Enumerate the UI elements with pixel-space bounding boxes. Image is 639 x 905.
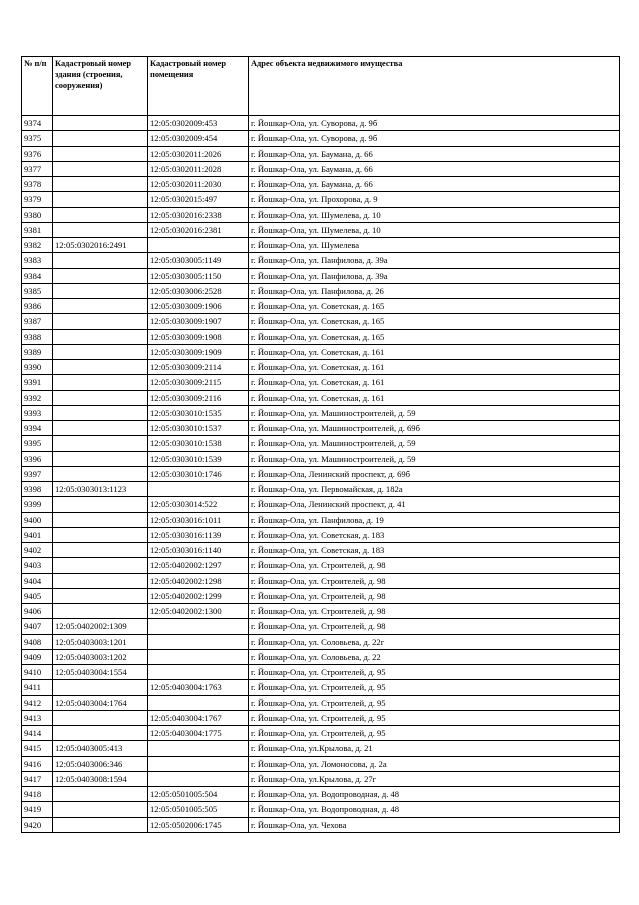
address-cell: г. Йошкар-Ола, ул. Чехова bbox=[249, 817, 620, 832]
table-row bbox=[22, 573, 620, 588]
table-row bbox=[22, 543, 620, 558]
building-cadastral-number-cell bbox=[53, 177, 148, 192]
premises-cadastral-number-cell bbox=[148, 634, 249, 649]
table-row bbox=[22, 558, 620, 573]
address-cell: г. Йошкар-Ола, ул. Строителей, д. 95 bbox=[249, 680, 620, 695]
building-cadastral-number-cell bbox=[53, 146, 148, 161]
building-cadastral-number-cell bbox=[53, 558, 148, 573]
table-row bbox=[22, 161, 620, 176]
row-number-cell: 9376 bbox=[22, 146, 53, 161]
table-row bbox=[22, 405, 620, 420]
building-cadastral-number-cell bbox=[53, 802, 148, 817]
address-cell: г. Йошкар-Ола, ул.Крылова, д. 21 bbox=[249, 741, 620, 756]
premises-cadastral-number-cell: 12:05:0303005:1149 bbox=[148, 253, 249, 268]
building-cadastral-number-cell: 12:05:0402002:1309 bbox=[53, 619, 148, 634]
address-cell: г. Йошкар-Ола, ул. Машиностроителей, д. 59 bbox=[249, 451, 620, 466]
premises-cadastral-number-cell bbox=[148, 695, 249, 710]
premises-cadastral-number-cell: 12:05:0402002:1297 bbox=[148, 558, 249, 573]
table-row bbox=[22, 756, 620, 771]
row-number-cell: 9418 bbox=[22, 787, 53, 802]
premises-cadastral-number-cell: 12:05:0303009:1909 bbox=[148, 344, 249, 359]
premises-cadastral-number-cell: 12:05:0403004:1763 bbox=[148, 680, 249, 695]
row-number-cell: 9409 bbox=[22, 649, 53, 664]
address-cell: г. Йошкар-Ола, ул. Строителей, д. 98 bbox=[249, 588, 620, 603]
address-cell: г. Йошкар-Ола, ул. Строителей, д. 98 bbox=[249, 604, 620, 619]
row-number-cell: 9386 bbox=[22, 299, 53, 314]
premises-cadastral-number-cell: 12:05:0403004:1767 bbox=[148, 710, 249, 725]
premises-cadastral-number-cell: 12:05:0303010:1535 bbox=[148, 405, 249, 420]
header-premises-cadastral-number: Кадастровый номер помещения bbox=[148, 57, 249, 116]
header-row-number: № п/п bbox=[22, 57, 53, 116]
building-cadastral-number-cell: 12:05:0302016:2491 bbox=[53, 238, 148, 253]
building-cadastral-number-cell bbox=[53, 299, 148, 314]
row-number-cell: 9401 bbox=[22, 527, 53, 542]
row-number-cell: 9419 bbox=[22, 802, 53, 817]
row-number-cell: 9374 bbox=[22, 116, 53, 131]
row-number-cell: 9404 bbox=[22, 573, 53, 588]
table-row bbox=[22, 634, 620, 649]
table-row bbox=[22, 527, 620, 542]
row-number-cell: 9382 bbox=[22, 238, 53, 253]
address-cell: г. Йошкар-Ола, ул. Соловьева, д. 22 bbox=[249, 649, 620, 664]
table-row bbox=[22, 314, 620, 329]
real-estate-registry-table bbox=[21, 56, 620, 833]
row-number-cell: 9400 bbox=[22, 512, 53, 527]
table-row bbox=[22, 482, 620, 497]
table-row bbox=[22, 695, 620, 710]
address-cell: г. Йошкар-Ола, ул. Шумелева, д. 10 bbox=[249, 222, 620, 237]
premises-cadastral-number-cell: 12:05:0302009:454 bbox=[148, 131, 249, 146]
table-row bbox=[22, 771, 620, 786]
building-cadastral-number-cell: 12:05:0403004:1554 bbox=[53, 665, 148, 680]
building-cadastral-number-cell bbox=[53, 161, 148, 176]
premises-cadastral-number-cell: 12:05:0303006:2528 bbox=[148, 283, 249, 298]
table-row bbox=[22, 253, 620, 268]
premises-cadastral-number-cell: 12:05:0303016:1011 bbox=[148, 512, 249, 527]
address-cell: г. Йошкар-Ола, ул. Панфилова, д. 39а bbox=[249, 253, 620, 268]
row-number-cell: 9380 bbox=[22, 207, 53, 222]
table-row bbox=[22, 817, 620, 832]
table-row bbox=[22, 375, 620, 390]
table-row bbox=[22, 360, 620, 375]
row-number-cell: 9396 bbox=[22, 451, 53, 466]
building-cadastral-number-cell bbox=[53, 680, 148, 695]
premises-cadastral-number-cell: 12:05:0302011:2026 bbox=[148, 146, 249, 161]
address-cell: г. Йошкар-Ола, ул. Панфилова, д. 26 bbox=[249, 283, 620, 298]
premises-cadastral-number-cell: 12:05:0303010:1539 bbox=[148, 451, 249, 466]
building-cadastral-number-cell bbox=[53, 787, 148, 802]
table-row bbox=[22, 497, 620, 512]
row-number-cell: 9378 bbox=[22, 177, 53, 192]
address-cell: г. Йошкар-Ола, ул. Советская, д. 183 bbox=[249, 543, 620, 558]
premises-cadastral-number-cell bbox=[148, 649, 249, 664]
building-cadastral-number-cell bbox=[53, 116, 148, 131]
address-cell: г. Йошкар-Ола, ул. Шумелева, д. 10 bbox=[249, 207, 620, 222]
address-cell: г. Йошкар-Ола, Ленинский проспект, д. 69б bbox=[249, 466, 620, 481]
premises-cadastral-number-cell bbox=[148, 238, 249, 253]
address-cell: г. Йошкар-Ола, ул. Строителей, д. 95 bbox=[249, 665, 620, 680]
document-page bbox=[21, 56, 619, 833]
premises-cadastral-number-cell: 12:05:0502006:1745 bbox=[148, 817, 249, 832]
building-cadastral-number-cell bbox=[53, 451, 148, 466]
premises-cadastral-number-cell bbox=[148, 771, 249, 786]
building-cadastral-number-cell bbox=[53, 131, 148, 146]
premises-cadastral-number-cell: 12:05:0303009:1907 bbox=[148, 314, 249, 329]
table-row bbox=[22, 604, 620, 619]
address-cell: г. Йошкар-Ола, ул. Советская, д. 165 bbox=[249, 329, 620, 344]
row-number-cell: 9407 bbox=[22, 619, 53, 634]
row-number-cell: 9381 bbox=[22, 222, 53, 237]
building-cadastral-number-cell bbox=[53, 314, 148, 329]
premises-cadastral-number-cell: 12:05:0402002:1300 bbox=[148, 604, 249, 619]
table-row bbox=[22, 787, 620, 802]
table-row bbox=[22, 802, 620, 817]
building-cadastral-number-cell bbox=[53, 573, 148, 588]
row-number-cell: 9383 bbox=[22, 253, 53, 268]
table-row bbox=[22, 131, 620, 146]
premises-cadastral-number-cell: 12:05:0302011:2030 bbox=[148, 177, 249, 192]
premises-cadastral-number-cell: 12:05:0403004:1775 bbox=[148, 726, 249, 741]
building-cadastral-number-cell bbox=[53, 588, 148, 603]
row-number-cell: 9392 bbox=[22, 390, 53, 405]
building-cadastral-number-cell bbox=[53, 421, 148, 436]
table-row bbox=[22, 268, 620, 283]
row-number-cell: 9394 bbox=[22, 421, 53, 436]
building-cadastral-number-cell: 12:05:0403004:1764 bbox=[53, 695, 148, 710]
premises-cadastral-number-cell: 12:05:0303014:522 bbox=[148, 497, 249, 512]
premises-cadastral-number-cell: 12:05:0303009:1908 bbox=[148, 329, 249, 344]
address-cell: г. Йошкар-Ола, ул. Строителей, д. 95 bbox=[249, 695, 620, 710]
table-row bbox=[22, 451, 620, 466]
premises-cadastral-number-cell: 12:05:0303009:2116 bbox=[148, 390, 249, 405]
building-cadastral-number-cell bbox=[53, 192, 148, 207]
row-number-cell: 9388 bbox=[22, 329, 53, 344]
building-cadastral-number-cell bbox=[53, 512, 148, 527]
address-cell: г. Йошкар-Ола, ул. Шумелева bbox=[249, 238, 620, 253]
table-row bbox=[22, 665, 620, 680]
premises-cadastral-number-cell: 12:05:0501005:504 bbox=[148, 787, 249, 802]
address-cell: г. Йошкар-Ола, ул. Водопроводная, д. 48 bbox=[249, 787, 620, 802]
address-cell: г. Йошкар-Ола, ул. Панфилова, д. 39а bbox=[249, 268, 620, 283]
row-number-cell: 9377 bbox=[22, 161, 53, 176]
building-cadastral-number-cell bbox=[53, 436, 148, 451]
row-number-cell: 9375 bbox=[22, 131, 53, 146]
building-cadastral-number-cell bbox=[53, 390, 148, 405]
address-cell: г. Йошкар-Ола, ул. Строителей, д. 98 bbox=[249, 619, 620, 634]
row-number-cell: 9389 bbox=[22, 344, 53, 359]
address-cell: г. Йошкар-Ола, ул. Первомайская, д. 182а bbox=[249, 482, 620, 497]
building-cadastral-number-cell bbox=[53, 466, 148, 481]
address-cell: г. Йошкар-Ола, ул. Строителей, д. 98 bbox=[249, 573, 620, 588]
header-address: Адрес объекта недвижимого имущества bbox=[249, 57, 620, 116]
building-cadastral-number-cell bbox=[53, 726, 148, 741]
table-row bbox=[22, 344, 620, 359]
address-cell: г. Йошкар-Ола, ул. Советская, д. 183 bbox=[249, 527, 620, 542]
row-number-cell: 9405 bbox=[22, 588, 53, 603]
premises-cadastral-number-cell: 12:05:0302009:453 bbox=[148, 116, 249, 131]
building-cadastral-number-cell bbox=[53, 329, 148, 344]
row-number-cell: 9414 bbox=[22, 726, 53, 741]
building-cadastral-number-cell: 12:05:0403003:1201 bbox=[53, 634, 148, 649]
premises-cadastral-number-cell: 12:05:0303005:1150 bbox=[148, 268, 249, 283]
row-number-cell: 9412 bbox=[22, 695, 53, 710]
address-cell: г. Йошкар-Ола, ул. Советская, д. 165 bbox=[249, 314, 620, 329]
address-cell: г. Йошкар-Ола, ул.Крылова, д. 27г bbox=[249, 771, 620, 786]
address-cell: г. Йошкар-Ола, ул. Советская, д. 161 bbox=[249, 360, 620, 375]
address-cell: г. Йошкар-Ола, ул. Баумана, д. 66 bbox=[249, 146, 620, 161]
table-row bbox=[22, 299, 620, 314]
premises-cadastral-number-cell: 12:05:0303009:1906 bbox=[148, 299, 249, 314]
table-row bbox=[22, 222, 620, 237]
row-number-cell: 9411 bbox=[22, 680, 53, 695]
building-cadastral-number-cell bbox=[53, 253, 148, 268]
row-number-cell: 9399 bbox=[22, 497, 53, 512]
row-number-cell: 9397 bbox=[22, 466, 53, 481]
table-row bbox=[22, 390, 620, 405]
premises-cadastral-number-cell bbox=[148, 756, 249, 771]
address-cell: г. Йошкар-Ола, ул. Машиностроителей, д. 69б bbox=[249, 421, 620, 436]
row-number-cell: 9393 bbox=[22, 405, 53, 420]
address-cell: г. Йошкар-Ола, ул. Соловьева, д. 22г bbox=[249, 634, 620, 649]
address-cell: г. Йошкар-Ола, ул. Советская, д. 161 bbox=[249, 390, 620, 405]
address-cell: г. Йошкар-Ола, ул. Панфилова, д. 19 bbox=[249, 512, 620, 527]
row-number-cell: 9384 bbox=[22, 268, 53, 283]
building-cadastral-number-cell bbox=[53, 268, 148, 283]
premises-cadastral-number-cell bbox=[148, 482, 249, 497]
row-number-cell: 9385 bbox=[22, 283, 53, 298]
address-cell: г. Йошкар-Ола, ул. Суворова, д. 9б bbox=[249, 131, 620, 146]
premises-cadastral-number-cell bbox=[148, 619, 249, 634]
row-number-cell: 9391 bbox=[22, 375, 53, 390]
table-row bbox=[22, 726, 620, 741]
table-body bbox=[22, 116, 620, 833]
premises-cadastral-number-cell: 12:05:0402002:1299 bbox=[148, 588, 249, 603]
premises-cadastral-number-cell: 12:05:0303009:2114 bbox=[148, 360, 249, 375]
premises-cadastral-number-cell: 12:05:0501005:505 bbox=[148, 802, 249, 817]
premises-cadastral-number-cell: 12:05:0302016:2338 bbox=[148, 207, 249, 222]
building-cadastral-number-cell bbox=[53, 405, 148, 420]
address-cell: г. Йошкар-Ола, ул. Советская, д. 161 bbox=[249, 375, 620, 390]
row-number-cell: 9387 bbox=[22, 314, 53, 329]
address-cell: г. Йошкар-Ола, ул. Суворова, д. 9б bbox=[249, 116, 620, 131]
table-row bbox=[22, 329, 620, 344]
row-number-cell: 9379 bbox=[22, 192, 53, 207]
table-row bbox=[22, 116, 620, 131]
table-row bbox=[22, 436, 620, 451]
table-row bbox=[22, 146, 620, 161]
address-cell: г. Йошкар-Ола, ул. Прохорова, д. 9 bbox=[249, 192, 620, 207]
table-row bbox=[22, 421, 620, 436]
building-cadastral-number-cell bbox=[53, 360, 148, 375]
building-cadastral-number-cell bbox=[53, 375, 148, 390]
row-number-cell: 9417 bbox=[22, 771, 53, 786]
row-number-cell: 9406 bbox=[22, 604, 53, 619]
premises-cadastral-number-cell: 12:05:0303010:1537 bbox=[148, 421, 249, 436]
building-cadastral-number-cell: 12:05:0403003:1202 bbox=[53, 649, 148, 664]
premises-cadastral-number-cell: 12:05:0302016:2381 bbox=[148, 222, 249, 237]
premises-cadastral-number-cell: 12:05:0302011:2028 bbox=[148, 161, 249, 176]
row-number-cell: 9402 bbox=[22, 543, 53, 558]
building-cadastral-number-cell: 12:05:0403005:413 bbox=[53, 741, 148, 756]
building-cadastral-number-cell bbox=[53, 283, 148, 298]
row-number-cell: 9420 bbox=[22, 817, 53, 832]
address-cell: г. Йошкар-Ола, ул. Баумана, д. 66 bbox=[249, 177, 620, 192]
row-number-cell: 9403 bbox=[22, 558, 53, 573]
header-row bbox=[22, 57, 620, 116]
address-cell: г. Йошкар-Ола, ул. Строителей, д. 98 bbox=[249, 558, 620, 573]
address-cell: г. Йошкар-Ола, ул. Водопроводная, д. 48 bbox=[249, 802, 620, 817]
premises-cadastral-number-cell bbox=[148, 665, 249, 680]
premises-cadastral-number-cell: 12:05:0303016:1140 bbox=[148, 543, 249, 558]
building-cadastral-number-cell: 12:05:0403008:1594 bbox=[53, 771, 148, 786]
building-cadastral-number-cell bbox=[53, 222, 148, 237]
table-row bbox=[22, 680, 620, 695]
premises-cadastral-number-cell: 12:05:0302015:497 bbox=[148, 192, 249, 207]
building-cadastral-number-cell bbox=[53, 710, 148, 725]
address-cell: г. Йошкар-Ола, Ленинский проспект, д. 41 bbox=[249, 497, 620, 512]
table-row bbox=[22, 710, 620, 725]
row-number-cell: 9395 bbox=[22, 436, 53, 451]
table-row bbox=[22, 649, 620, 664]
table-row bbox=[22, 283, 620, 298]
premises-cadastral-number-cell: 12:05:0303016:1139 bbox=[148, 527, 249, 542]
premises-cadastral-number-cell bbox=[148, 741, 249, 756]
table-header bbox=[22, 57, 620, 116]
building-cadastral-number-cell: 12:05:0303013:1123 bbox=[53, 482, 148, 497]
address-cell: г. Йошкар-Ола, ул. Машиностроителей, д. 59 bbox=[249, 436, 620, 451]
row-number-cell: 9390 bbox=[22, 360, 53, 375]
table-row bbox=[22, 512, 620, 527]
address-cell: г. Йошкар-Ола, ул. Строителей, д. 95 bbox=[249, 710, 620, 725]
address-cell: г. Йошкар-Ола, ул. Строителей, д. 95 bbox=[249, 726, 620, 741]
table-row bbox=[22, 192, 620, 207]
table-row bbox=[22, 619, 620, 634]
table-row bbox=[22, 741, 620, 756]
building-cadastral-number-cell bbox=[53, 527, 148, 542]
premises-cadastral-number-cell: 12:05:0303009:2115 bbox=[148, 375, 249, 390]
table-row bbox=[22, 588, 620, 603]
table-row bbox=[22, 238, 620, 253]
table-row bbox=[22, 207, 620, 222]
building-cadastral-number-cell: 12:05:0403006:346 bbox=[53, 756, 148, 771]
row-number-cell: 9398 bbox=[22, 482, 53, 497]
row-number-cell: 9410 bbox=[22, 665, 53, 680]
header-building-cadastral-number: Кадастровый номер здания (строения, сооружения) bbox=[53, 57, 148, 116]
building-cadastral-number-cell bbox=[53, 344, 148, 359]
premises-cadastral-number-cell: 12:05:0402002:1298 bbox=[148, 573, 249, 588]
table-row bbox=[22, 466, 620, 481]
premises-cadastral-number-cell: 12:05:0303010:1538 bbox=[148, 436, 249, 451]
address-cell: г. Йошкар-Ола, ул. Ломоносова, д. 2а bbox=[249, 756, 620, 771]
address-cell: г. Йошкар-Ола, ул. Машиностроителей, д. 59 bbox=[249, 405, 620, 420]
row-number-cell: 9415 bbox=[22, 741, 53, 756]
premises-cadastral-number-cell: 12:05:0303010:1746 bbox=[148, 466, 249, 481]
building-cadastral-number-cell bbox=[53, 817, 148, 832]
row-number-cell: 9408 bbox=[22, 634, 53, 649]
address-cell: г. Йошкар-Ола, ул. Советская, д. 165 bbox=[249, 299, 620, 314]
building-cadastral-number-cell bbox=[53, 207, 148, 222]
building-cadastral-number-cell bbox=[53, 497, 148, 512]
address-cell: г. Йошкар-Ола, ул. Баумана, д. 66 bbox=[249, 161, 620, 176]
building-cadastral-number-cell bbox=[53, 604, 148, 619]
building-cadastral-number-cell bbox=[53, 543, 148, 558]
address-cell: г. Йошкар-Ола, ул. Советская, д. 161 bbox=[249, 344, 620, 359]
table-row bbox=[22, 177, 620, 192]
row-number-cell: 9413 bbox=[22, 710, 53, 725]
row-number-cell: 9416 bbox=[22, 756, 53, 771]
